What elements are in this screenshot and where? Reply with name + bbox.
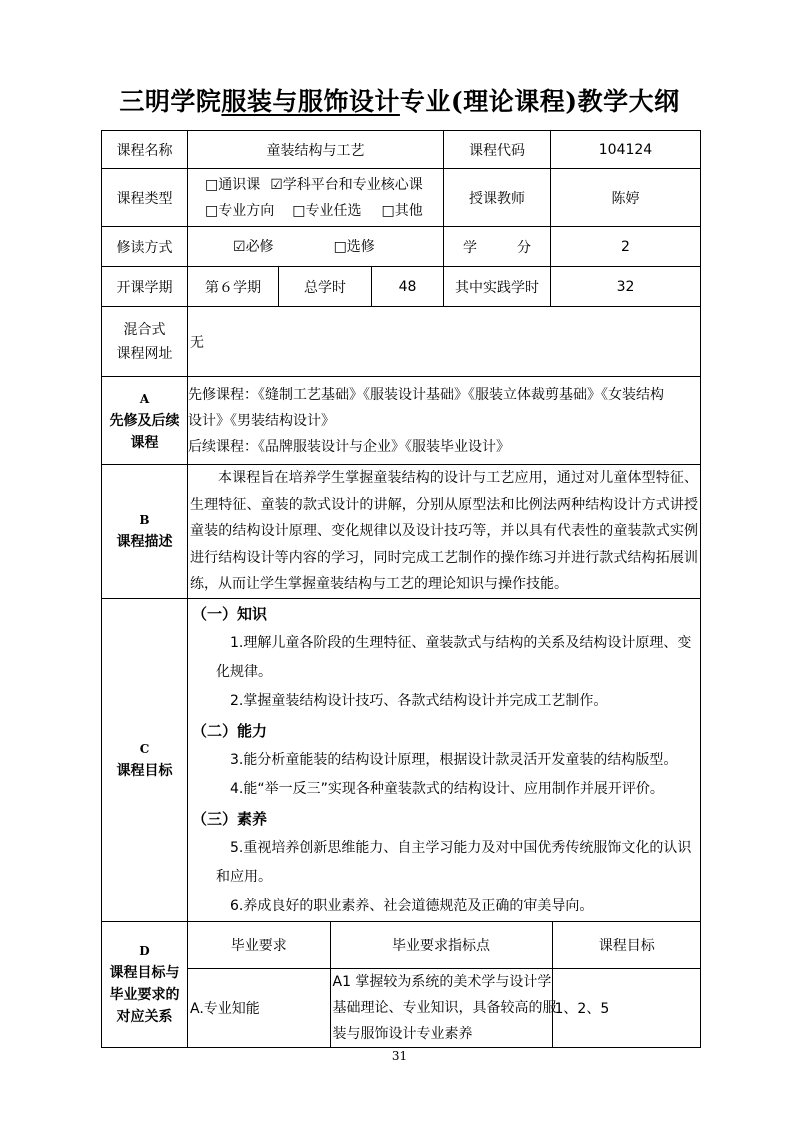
study-mode-options <box>188 227 444 267</box>
row-study-mode <box>102 227 701 267</box>
row-course-type <box>102 169 701 227</box>
course-name-value: 童装结构与工艺 <box>188 131 444 169</box>
title-school: 三明学院 <box>119 87 222 116</box>
course-code-value: 104124 <box>551 131 701 169</box>
goal-heading-ability: （二）能力 <box>192 721 268 740</box>
goal-item-6: 6.养成良好的职业素养、社会道德规范及正确的审美导向。 <box>230 897 594 914</box>
page-number: 31 <box>391 1049 408 1063</box>
study-mode-label: 修读方式 <box>102 227 188 267</box>
course-goals <box>188 598 701 921</box>
mapping-row <box>188 969 701 1048</box>
type-option-core[interactable]: ☑学科平台和专业核心课 <box>270 176 423 193</box>
hybrid-url-label: 混合式 课程网址 <box>102 307 188 377</box>
course-type-label: 课程类型 <box>102 169 188 227</box>
teacher-value: 陈婷 <box>551 169 701 227</box>
section-d-label: D 课程目标与 毕业要求的 对应关系 <box>102 921 188 1048</box>
course-description-text: 本课程旨在培养学生掌握童装结构的设计与工艺应用，通过对儿童体型特征、生理特征、童装的款式设计的讲解，分别从原型法和比例法两种结构设计方式讲授童装的结构设计原理、变化规律以及设计技巧等，并以具有代表性的童装款式实例进行结构设计等内容的学习，同时完成工艺制作的操作练习并进行款式结构拓展训练，从而让学生掌握童装结构与工艺的理论知识与操作技能。 <box>190 470 698 592</box>
mapping-indicator: A1 掌握较为系统的美术学与设计学 基础理论、专业知识，具备较高的服 装与服饰设计专业素养 <box>330 969 552 1048</box>
checkbox-checked-icon: ☑ <box>270 176 283 193</box>
col-header-indicator: 毕业要求指标点 <box>330 922 552 969</box>
term-value: 第６学期 <box>188 267 279 307</box>
credit-label: 学 分 <box>444 227 551 267</box>
col-header-requirement: 毕业要求 <box>188 922 330 969</box>
row-section-d <box>102 921 701 1048</box>
section-a-content <box>188 377 701 465</box>
type-option-elective[interactable]: □专业任选 <box>292 202 362 219</box>
type-option-general[interactable]: □通识课 <box>205 176 261 193</box>
term-label: 开课学期 <box>102 267 188 307</box>
row-section-a <box>102 377 701 465</box>
section-a-label: A 先修及后续 课程 <box>102 377 188 465</box>
goal-item-4: 4.能“举一反三”实现各种童装款式的结构设计、应用制作并展开评价。 <box>230 780 664 797</box>
section-b-label: B 课程描述 <box>102 465 188 599</box>
prerequisite-line-2: 设计》《男装结构设计》 <box>188 412 335 429</box>
row-term <box>102 267 701 307</box>
row-hybrid-url <box>102 307 701 377</box>
checkbox-empty-icon: □ <box>333 238 347 255</box>
section-c-letter: C <box>139 741 150 756</box>
type-option-direction[interactable]: □专业方向 <box>205 202 275 219</box>
followup-courses: 后续课程：《品牌服装设计与企业》《服装毕业设计》 <box>188 438 510 455</box>
syllabus-table <box>101 130 701 1048</box>
course-type-options <box>188 169 444 227</box>
row-course-name <box>102 131 701 169</box>
teacher-label: 授课教师 <box>444 169 551 227</box>
goal-item-2: 2.掌握童装结构设计技巧、各款式结构设计并完成工艺制作。 <box>230 692 608 709</box>
section-c-label: C 课程目标 <box>102 598 188 921</box>
row-section-c <box>102 598 701 921</box>
goal-heading-literacy: （三）素养 <box>192 809 268 828</box>
section-b-letter: B <box>139 513 150 528</box>
checkbox-empty-icon: □ <box>205 202 219 219</box>
section-d-letter: D <box>139 944 150 959</box>
checkbox-empty-icon: □ <box>381 202 395 219</box>
mapping-requirement: A.专业知能 <box>188 969 330 1048</box>
graduation-mapping-table <box>188 922 701 1048</box>
goal-item-5: 5.重视培养创新思维能力、自主学习能力及对中国优秀传统服饰文化的认识 <box>230 839 692 856</box>
course-description <box>188 465 701 599</box>
goal-heading-knowledge: （一）知识 <box>192 604 268 623</box>
practice-hours-label: 其中实践学时 <box>444 267 551 307</box>
total-hours-label: 总学时 <box>279 267 372 307</box>
goal-item-5-cont: 和应用。 <box>216 868 272 885</box>
goal-item-1-cont: 化规律。 <box>216 663 272 680</box>
document-title <box>0 82 799 118</box>
goal-item-3: 3.能分析童能装的结构设计原理，根据设计款灵活开发童装的结构版型。 <box>230 751 678 768</box>
total-hours-value: 48 <box>372 267 444 307</box>
mapping-goal: 1、2、5 <box>552 969 701 1048</box>
checkbox-checked-icon: ☑ <box>233 238 246 255</box>
prerequisite-line-1: 先修课程：《缝制工艺基础》《服装设计基础》《服装立体裁剪基础》《女装结构 <box>188 386 664 403</box>
credit-value: 2 <box>551 227 701 267</box>
section-a-letter: A <box>139 391 150 406</box>
goal-item-1: 1.理解儿童各阶段的生理特征、童装款式与结构的关系及结构设计原理、变 <box>230 634 692 651</box>
title-major: 服装与服饰设计 <box>221 87 400 116</box>
title-suffix: 专业(理论课程)教学大纲 <box>399 87 680 116</box>
row-section-b <box>102 465 701 599</box>
mode-option-elective[interactable]: □选修 <box>333 238 375 255</box>
checkbox-empty-icon: □ <box>205 176 219 193</box>
mapping-header-row <box>188 922 701 969</box>
checkbox-empty-icon: □ <box>292 202 306 219</box>
mode-option-required[interactable]: ☑必修 <box>233 238 274 255</box>
course-name-label: 课程名称 <box>102 131 188 169</box>
practice-hours-value: 32 <box>551 267 701 307</box>
graduation-mapping <box>188 921 701 1048</box>
hybrid-url-value: 无 <box>188 307 701 377</box>
type-option-other[interactable]: □其他 <box>381 202 423 219</box>
course-code-label: 课程代码 <box>444 131 551 169</box>
col-header-goal: 课程目标 <box>552 922 701 969</box>
